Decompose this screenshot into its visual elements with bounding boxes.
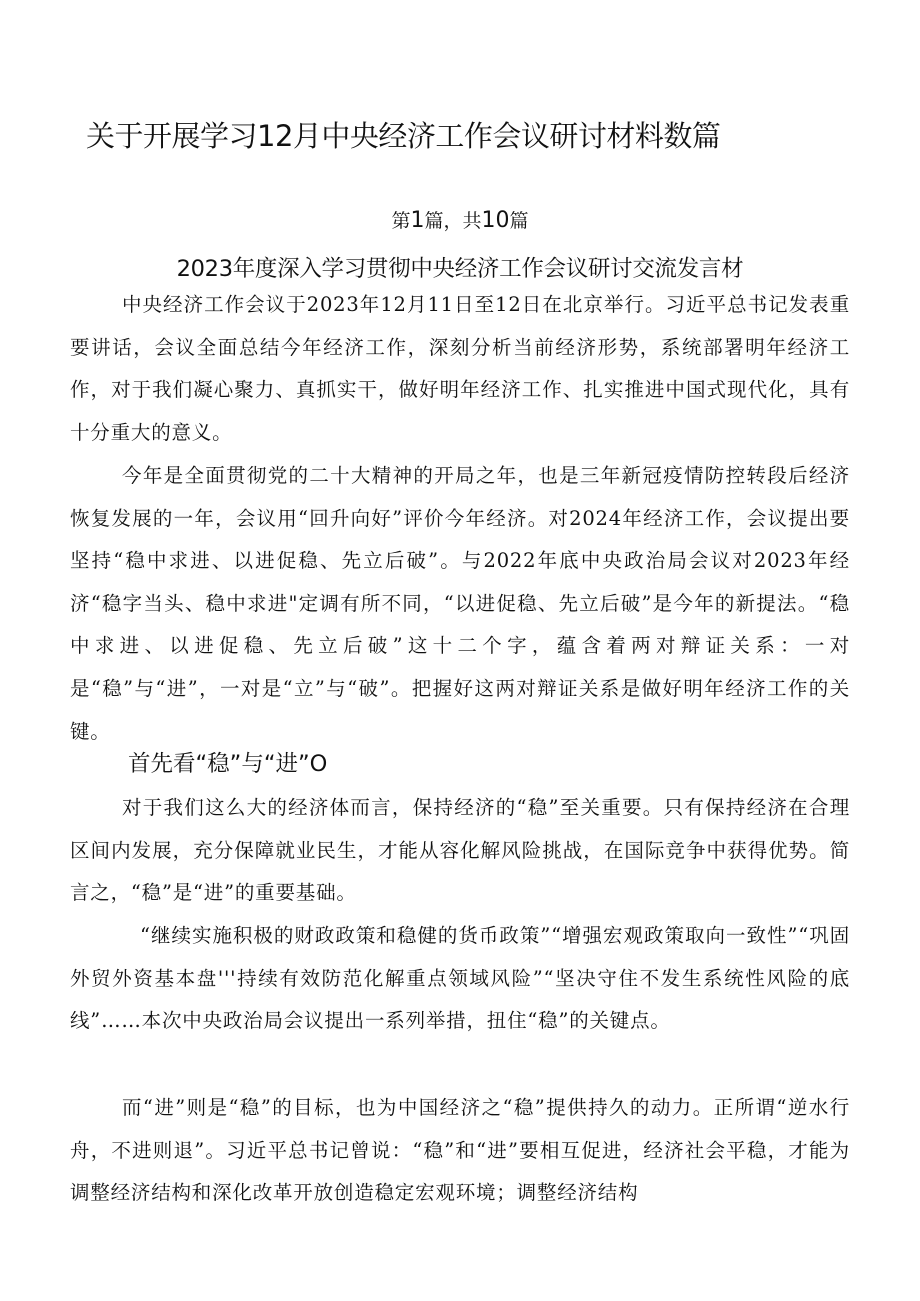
- body-paragraph: 对于我们这么大的经济体而言，保持经济的“稳”至关重要。只有保持经济在合理区间内发展，充分保障就业民生，才能从容化解风险挑战，在国际竞争中获得优势。简言之，“稳”是“进”的重要基础。: [70, 796, 850, 905]
- part-current: 1: [410, 208, 425, 233]
- body-paragraph: 中央经济工作会议于2023年12月11日至12日在北京举行。习近平总书记发表重要讲话，会议全面总结今年经济工作，深刻分析当前经济形势，系统部署明年经济工作，对于我们凝心聚力、真抓实干，做好明年经济工作、扎实推进中国式现代化，具有十分重大的意义。: [70, 293, 850, 444]
- section-title: 2023年度深入学习贯彻中央经济工作会议研讨交流发言材: [176, 256, 744, 282]
- part-indicator: [0, 206, 920, 236]
- document-title: 关于开展学习12月中央经济工作会议研讨材料数篇: [86, 119, 721, 153]
- subheading: 首先看“稳”与“进”O: [128, 751, 328, 777]
- part-suffix: 篇: [509, 210, 529, 232]
- body-paragraph: 而“进”则是“稳”的目标，也为中国经济之“稳”提供持久的动力。正所谓“逆水行舟，不进则退”。习近平总书记曾说：“稳”和“进”要相互促进，经济社会平稳，才能为调整经济结构和深化改革开放创造稳定宏观环境；调整经济结构: [70, 1096, 850, 1205]
- body-paragraph: “继续实施积极的财政政策和稳健的货币政策”“增强宏观政策取向一致性”“巩固外贸外资基本盘'''持续有效防范化解重点领域风险”“坚决守住不发生系统性风险的底线”……本次中央政治局会议提出一系列举措，扭住“稳”的关键点。: [70, 924, 850, 1033]
- part-total: 10: [481, 208, 510, 233]
- body-paragraph: 今年是全面贯彻党的二十大精神的开局之年，也是三年新冠疫情防控转段后经济恢复发展的一年，会议用“回升向好”评价今年经济。对2024年经济工作，会议提出要坚持“稳中求进、以进促稳、先立后破”。与2022年底中央政治局会议对2023年经济“稳字当头、稳中求进"定调有所不同，“以进促稳、先立后破”是今年的新提法。“稳中求进、以进促稳、先立后破”这十二个字，蕴含着两对辩证关系：一对是“稳”与“进”，一对是“立”与“破”。把握好这两对辩证关系是做好明年经济工作的关键。: [70, 464, 850, 743]
- part-middle: 篇，共: [424, 210, 482, 232]
- part-prefix: 第: [391, 210, 411, 232]
